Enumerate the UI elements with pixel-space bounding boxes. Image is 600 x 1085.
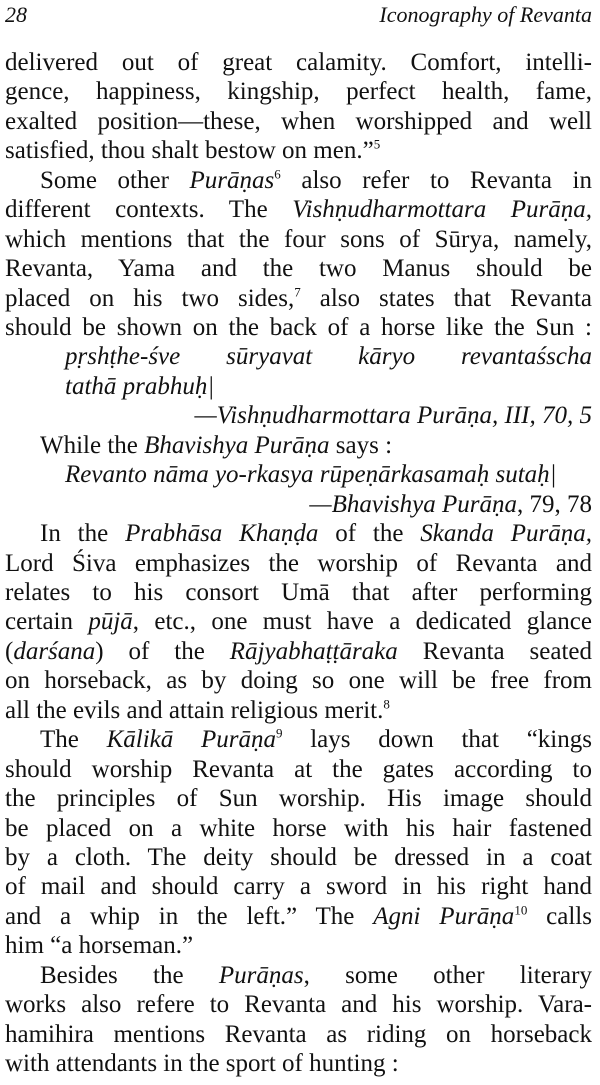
text-line: be placed on a white horse with his hair fastened xyxy=(5,814,592,842)
text-line: the principles of Sun worship. His image should xyxy=(5,785,592,812)
text-line: should be shown on the back of a horse like the Sun : xyxy=(5,314,592,341)
text-line: of mail and should carry a sword in his right hand xyxy=(5,873,592,901)
citation: —Bhavishya Purāṇa, 79, 78 xyxy=(309,490,592,518)
text-line: with attendants in the sport of hunting : xyxy=(5,1050,399,1077)
text-line: delivered out of great calamity. Comfort, intelli- xyxy=(5,49,592,76)
text-line: exalted position—these, when worshipped and well xyxy=(5,107,592,135)
verse-line: pṛshṭhe-śve sūryavat kāryo revantaśscha xyxy=(65,343,592,371)
citation: —Vishṇudharmottara Purāṇa, III, 70, 5 xyxy=(194,402,592,430)
text-line: gence, happiness, kingship, perfect health, fame, xyxy=(5,78,592,106)
text-line: and a whip in the left.” The Agni Purāṇa$^{10}$ calls xyxy=(5,902,592,930)
text-line: certain pūjā, etc., one must have a dedicated glance xyxy=(5,608,592,636)
text-line: placed on his two sides,$^7$ also states that Revanta xyxy=(5,284,592,312)
text-line: While the Bhavishya Purāṇa says : xyxy=(40,431,393,459)
text-line: relates to his consort Umā that after performing xyxy=(5,578,592,606)
text-line: Lord Śiva emphasizes the worship of Revanta and xyxy=(5,549,592,577)
text-line: works also refere to Revanta and his worship. Vara- xyxy=(5,991,592,1019)
text-line: by a cloth. The deity should be dressed in a coat xyxy=(5,843,592,871)
footnote-ref: 8 xyxy=(383,696,390,712)
page-number: 28 xyxy=(5,2,27,27)
text-line: should worship Revanta at the gates according to xyxy=(5,755,592,783)
footnote-ref: 6 xyxy=(274,166,281,182)
text-line: (darśana) of the Rājyabhaṭṭāraka Revanta seated xyxy=(5,637,592,665)
running-title: Iconography of Revanta xyxy=(379,2,592,27)
verse-line: Revanto nāma yo-rkasya rūpeṇārkasamaḥ sutaḥ| xyxy=(65,461,557,489)
footnote-ref: 5 xyxy=(373,136,381,152)
text-line: on horseback, as by doing so one will be free from xyxy=(5,667,592,695)
footnote-ref: 7 xyxy=(294,284,301,300)
text-line: which mentions that the four sons of Sūrya, namely, xyxy=(5,225,592,253)
text-line: In the Prabhāsa Khaṇḍa of the Skanda Purāṇa, xyxy=(40,520,592,548)
text-line: satisfied, thou shalt bestow on men.”$^5$ xyxy=(5,136,381,165)
text-line: Some other Purāṇas$^6$ also refer to Revanta in xyxy=(40,166,592,194)
text-line: all the evils and attain religious merit.$^8$ xyxy=(5,696,390,724)
verse-line: tathā prabhuḥ| xyxy=(65,372,215,400)
text-line: Revanta, Yama and the two Manus should be xyxy=(5,255,592,283)
footnote-ref: 10 xyxy=(514,902,528,918)
text-line: The Kālikā Purāṇa$^9$ lays down that “kings xyxy=(40,725,592,754)
text-line: hamihira mentions Revanta as riding on horseback xyxy=(5,1020,592,1048)
page-header xyxy=(5,2,592,32)
text-line: different contexts. The Vishṇudharmottara Purāṇa, xyxy=(5,196,593,224)
text-line: Besides the Purāṇas, some other literary xyxy=(40,961,592,989)
footnote-ref: 9 xyxy=(275,725,283,741)
text-line: him “a horseman.” xyxy=(5,932,194,960)
